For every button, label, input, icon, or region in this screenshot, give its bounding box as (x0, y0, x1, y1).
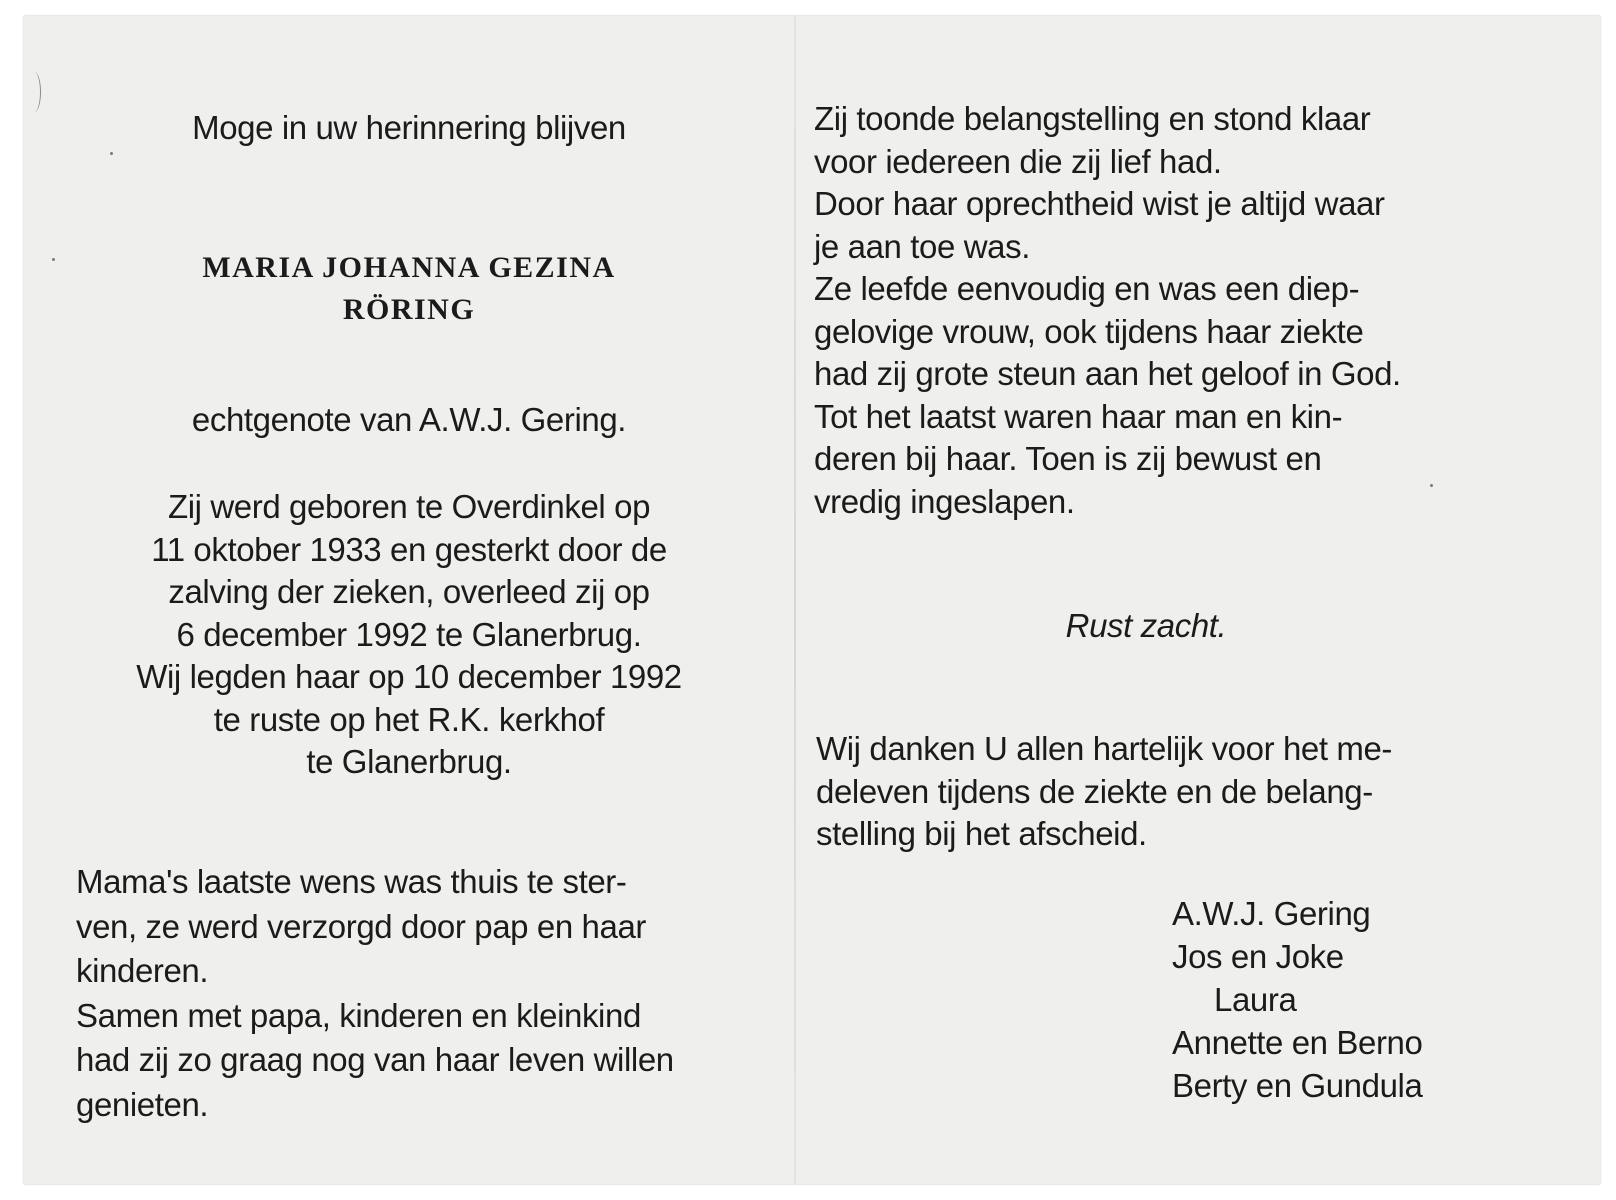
thanks-paragraph (816, 728, 1496, 856)
deceased-name-line-2: RÖRING (342, 293, 476, 326)
tribute-line: Ze leefde eenvoudig en was een diep- (814, 270, 1360, 307)
left-page (24, 16, 794, 1184)
bio-line: zalving der zieken, overleed zij op (168, 573, 650, 610)
tribute-line: Tot het laatst waren haar man en kin- (814, 397, 1343, 435)
wish-line: Mama's laatste wens was thuis te ster- (76, 863, 627, 900)
tribute-line: Zij toonde belangstelling en stond klaar (814, 100, 1371, 137)
tribute-line: Door haar oprechtheid wist je altijd waar (814, 185, 1385, 222)
wish-line: genieten. (76, 1085, 209, 1123)
biography (24, 486, 794, 784)
tribute-line: je aan toe was. (814, 227, 1030, 265)
signer: Laura (1214, 981, 1297, 1018)
thanks-line: Wij danken U allen hartelijk voor het me- (816, 730, 1393, 767)
right-page (796, 16, 1600, 1184)
thanks-line: stelling bij het afscheid. (816, 815, 1147, 852)
signer: Berty en Gundula (1172, 1067, 1423, 1104)
tribute-line: vredig ingeslapen. (814, 482, 1075, 520)
family-signatures (1172, 892, 1492, 1107)
bio-line: te Glanerbrug. (306, 743, 512, 780)
last-wish-paragraph (76, 860, 756, 1127)
wish-line: ven, ze werd verzorgd door pap en haar (76, 907, 646, 945)
signer: Annette en Berno (1172, 1024, 1423, 1061)
spouse-line: echtgenote van A.W.J. Gering. (191, 401, 627, 438)
tribute-line: deren bij haar. Toen is zij bewust en (814, 440, 1322, 477)
heading: Moge in uw herinnering blijven (192, 109, 626, 146)
tribute-line: had zij grote steun aan het geloof in God. (814, 355, 1401, 392)
wish-line: Samen met papa, kinderen en kleinkind (76, 996, 641, 1034)
deceased-name-line-1: MARIA JOHANNA GEZINA (202, 251, 616, 284)
signer: Jos en Joke (1172, 938, 1344, 975)
wish-line: had zij zo graag nog van haar leven willen (76, 1041, 674, 1078)
closing-phrase: Rust zacht. (1065, 607, 1227, 644)
tribute-line: voor iedereen die zij lief had. (814, 142, 1222, 180)
tribute-line: gelovige vrouw, ook tijdens haar ziekte (814, 312, 1364, 350)
signer: A.W.J. Gering (1172, 895, 1371, 932)
wish-line: kinderen. (76, 952, 209, 989)
tribute-paragraph (814, 98, 1494, 523)
bio-line: te ruste op het R.K. kerkhof (213, 700, 605, 738)
bio-line: Wij legden haar op 10 december 1992 (136, 658, 682, 695)
bio-line: 11 oktober 1933 en gesterkt door de (151, 530, 667, 568)
bio-line: Zij werd geboren te Overdinkel op (167, 488, 651, 525)
thanks-line: deleven tijdens de ziekte en de belang- (816, 772, 1373, 810)
bio-line: 6 december 1992 te Glanerbrug. (176, 615, 642, 653)
